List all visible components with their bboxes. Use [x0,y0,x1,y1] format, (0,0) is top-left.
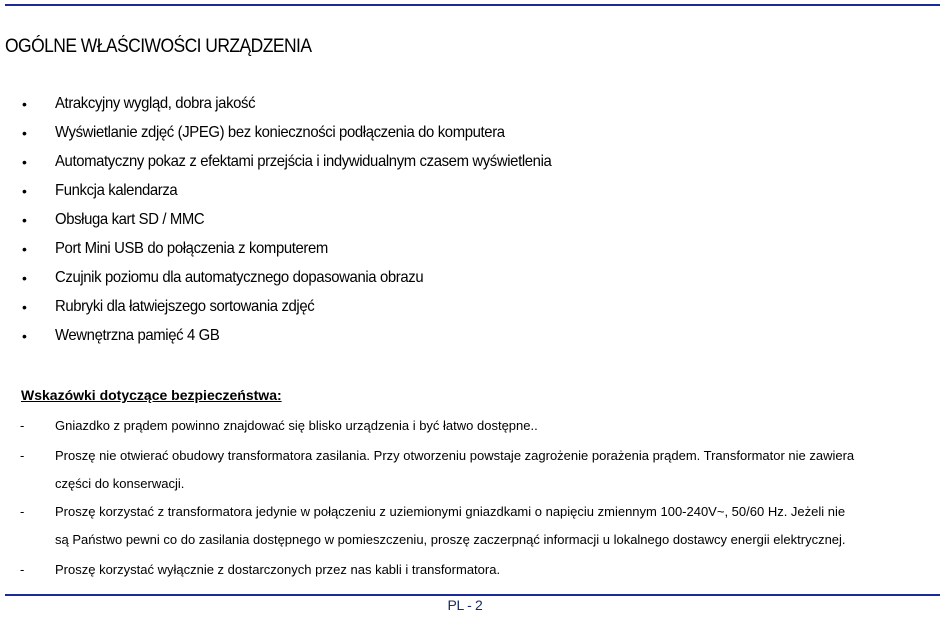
safety-text [55,442,945,498]
safety-line: Gniazdko z prądem powinno znajdować się blisko urządzenia i być łatwo dostępne.. [55,418,538,433]
feature-text: Atrakcyjny wygląd, dobra jakość [55,95,256,112]
feature-text: Funkcja kalendarza [55,182,178,199]
safety-text [55,412,945,440]
safety-heading: Wskazówki dotyczące bezpieczeństwa: [21,387,282,403]
safety-line: są Państwo pewni co do zasilania dostępnego w pomieszczeniu, proszę zaczerpnąć informacji u lokalnego dostawcy energii elektrycznej. [55,532,846,547]
dash-icon: - [20,448,25,463]
feature-text: Wyświetlanie zdjęć (JPEG) bez konieczności podłączenia do komputera [55,124,505,141]
feature-text: Wewnętrzna pamięć 4 GB [55,327,220,344]
safety-line: Proszę nie otwierać obudowy transformatora zasilania. Przy otworzeniu powstaje zagrożenie porażenia prądem. Transformator nie zawiera [55,448,855,463]
bullet-icon: • [22,96,27,112]
page-number: PL - 2 [447,597,483,613]
bullet-icon: • [22,270,27,286]
page-title: OGÓLNE WŁAŚCIWOŚCI URZĄDZENIA [5,36,312,57]
dash-icon: - [20,562,25,577]
safety-line: części do konserwacji. [55,476,185,491]
bullet-icon: • [22,183,27,199]
safety-line: Proszę korzystać wyłącznie z dostarczonych przez nas kabli i transformatora. [55,562,501,577]
feature-text: Obsługa kart SD / MMC [55,211,205,228]
bullet-icon: • [22,125,27,141]
bullet-icon: • [22,154,27,170]
top-rule [5,4,940,6]
bullet-icon: • [22,212,27,228]
feature-text: Port Mini USB do połączenia z komputerem [55,240,328,257]
safety-text [55,556,945,584]
dash-icon: - [20,418,25,433]
bullet-icon: • [22,241,27,257]
bullet-icon: • [22,299,27,315]
feature-text: Czujnik poziomu dla automatycznego dopasowania obrazu [55,269,424,286]
safety-line: Proszę korzystać z transformatora jedynie w połączeniu z uziemionymi gniazdkami o napięciu zmiennym 100-240V~, 50/60 Hz. Jeżeli nie [55,504,846,519]
safety-text [55,498,945,554]
feature-text: Rubryki dla łatwiejszego sortowania zdjęć [55,298,315,315]
bottom-rule [5,594,940,596]
dash-icon: - [20,504,25,519]
feature-text: Automatyczny pokaz z efektami przejścia i indywidualnym czasem wyświetlenia [55,153,552,170]
bullet-icon: • [22,328,27,344]
